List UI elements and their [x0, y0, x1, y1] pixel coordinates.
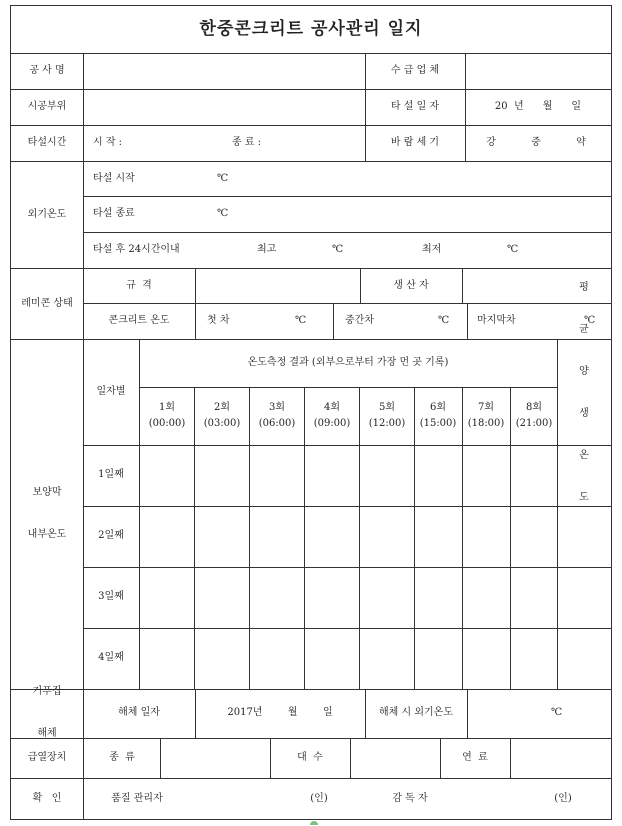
supervisor-seal: (인) [554, 793, 572, 804]
removal-date-value: 2017년 월 일 [227, 707, 333, 718]
measurement-header: 온도측정 결과 (외부으로부터 가장 먼 곳 기록) [247, 357, 449, 368]
pour-date-value: 20 년 월 일 [494, 101, 582, 112]
time-header-4: 4회 (09:00) [313, 402, 351, 429]
middle-truck-unit: ℃ [438, 315, 450, 326]
heater-label: 급열장치 [27, 752, 67, 763]
time-header-5: 5회 (12:00) [368, 402, 406, 429]
time-header-2: 2회 (03:00) [203, 402, 241, 429]
heater-type-label: 종 류 [109, 752, 135, 763]
pour-start-temp-label: 타설 시작 [93, 173, 135, 184]
producer-label: 생 산 자 [393, 280, 429, 291]
wind-option-weak: 약 [576, 137, 586, 148]
border-right [611, 5, 612, 820]
border-bottom [10, 819, 612, 820]
wind-strength-label: 바 람 세 기 [390, 137, 440, 148]
border-left [10, 5, 11, 820]
min-temp-unit: ℃ [507, 244, 519, 255]
last-truck-label: 마지막차 [477, 315, 516, 326]
quality-manager-seal: (인) [310, 793, 328, 804]
confirmation-label: 확 인 [32, 793, 62, 804]
day-row-1: 1일째 [98, 469, 124, 480]
time-header-7: 7회 (18:00) [467, 402, 505, 429]
last-truck-unit: ℃ [584, 315, 596, 326]
time-header-3: 3회 (06:00) [258, 402, 296, 429]
time-header-6: 6회 (15:00) [419, 402, 457, 429]
supplier-label: 수 급 업 체 [390, 65, 440, 76]
wind-option-medium: 중 [531, 137, 541, 148]
first-truck-unit: ℃ [295, 315, 307, 326]
spec-label: 규 격 [126, 280, 152, 291]
pour-end-temp-unit: ℃ [217, 208, 229, 219]
supervisor-label: 감 독 자 [392, 793, 428, 804]
concrete-temp-label: 콘크리트 온도 [108, 315, 170, 326]
after-pour-label: 타설 후 24시간이내 [93, 244, 180, 255]
middle-truck-label: 중간차 [345, 315, 374, 326]
curing-temp-label: 보양막 내부온도 [27, 487, 67, 540]
day-row-3: 3일째 [98, 591, 124, 602]
average-curing-temp-header: 평 균 양 생 온 도 [579, 282, 589, 503]
form-title: 한중콘크리트 공사관리 일지 [199, 19, 423, 39]
page-marker [310, 821, 318, 825]
removal-date-label: 해체 일자 [118, 707, 160, 718]
max-temp-label: 최고 [257, 244, 277, 255]
removal-outdoor-temp-label: 해체 시 외기온도 [379, 707, 453, 718]
remicon-status-label: 레미콘 상태 [21, 298, 73, 309]
day-row-2: 2일째 [98, 530, 124, 541]
day-row-4: 4일째 [98, 652, 124, 663]
day-column-header: 일자별 [96, 386, 126, 397]
max-temp-unit: ℃ [332, 244, 344, 255]
work-area-label: 시공부위 [27, 101, 67, 112]
pour-end-label: 종 료 : [232, 137, 262, 148]
border-top [10, 5, 612, 6]
heater-fuel-label: 연 료 [462, 752, 488, 763]
wind-option-strong: 강 [486, 137, 496, 148]
construction-log-form [10, 5, 612, 820]
pour-start-label: 시 작 : [93, 137, 123, 148]
outdoor-temp-label: 외기온도 [27, 209, 67, 220]
project-name-label: 공 사 명 [29, 65, 65, 76]
pour-date-label: 타 설 일 자 [390, 101, 440, 112]
removal-outdoor-temp-unit: ℃ [551, 707, 563, 718]
pour-time-label: 타설시간 [27, 137, 67, 148]
formwork-removal-label: 거푸집 해체 [32, 686, 62, 739]
time-header-8: 8회 (21:00) [515, 402, 553, 429]
min-temp-label: 최저 [422, 244, 442, 255]
first-truck-label: 첫 차 [207, 315, 230, 326]
quality-manager-label: 품질 관리자 [111, 793, 163, 804]
pour-start-temp-unit: ℃ [217, 173, 229, 184]
pour-end-temp-label: 타설 종료 [93, 208, 135, 219]
time-header-1: 1회 (00:00) [148, 402, 186, 429]
heater-count-label: 대 수 [297, 752, 323, 763]
